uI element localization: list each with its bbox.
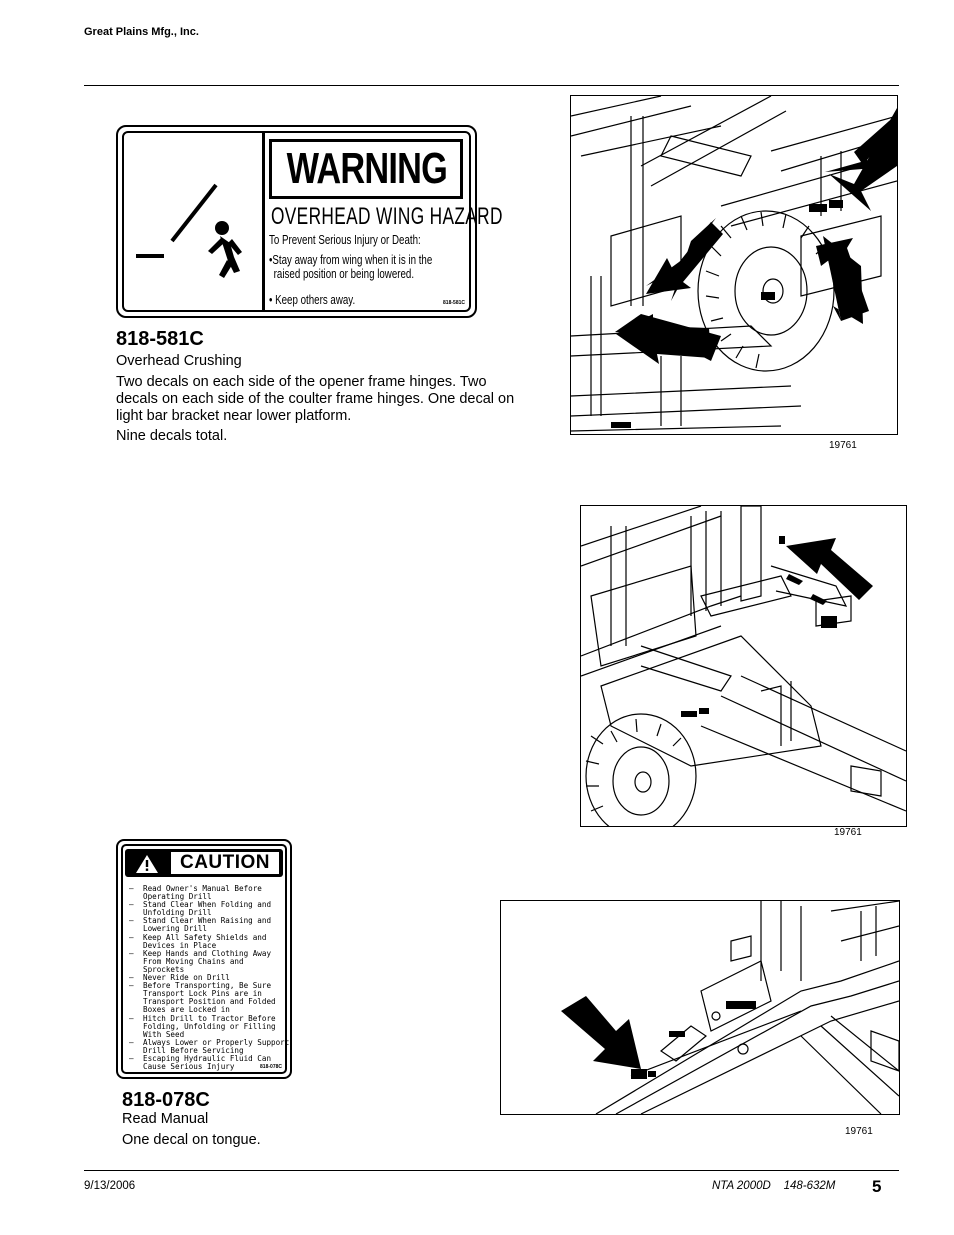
figure-number: 19761 bbox=[829, 440, 857, 451]
caution-item-text: With Seed bbox=[143, 1029, 185, 1039]
decal-title: Read Manual bbox=[122, 1111, 209, 1127]
caution-dash: — bbox=[129, 884, 134, 893]
caution-dash: — bbox=[129, 948, 134, 958]
caution-dash: — bbox=[129, 973, 134, 983]
caution-item-text: Keep Hands and Clothing Away bbox=[143, 948, 272, 958]
caution-word-box bbox=[171, 852, 279, 874]
decal-title: Overhead Crushing bbox=[116, 353, 242, 369]
footer-rule bbox=[84, 1170, 899, 1171]
caution-decal bbox=[116, 839, 292, 1079]
caution-item-text: Lowering Drill bbox=[143, 924, 208, 934]
caution-item-text: Never Ride on Drill bbox=[143, 973, 230, 983]
caution-item-text: Stand Clear When Folding and bbox=[143, 900, 272, 910]
caution-item-text: Before Transporting, Be Sure bbox=[143, 981, 272, 991]
warning-item: •Stay away from wing when it is in the bbox=[269, 253, 433, 267]
machine-drawing-1 bbox=[571, 96, 897, 434]
warning-body bbox=[269, 203, 503, 307]
caution-item-text: Transport Position and Folded bbox=[143, 997, 276, 1007]
caution-item-text: Hitch Drill to Tractor Before bbox=[143, 1013, 276, 1023]
caution-item-text: Sprockets bbox=[143, 964, 185, 974]
figure-lightbar-decal bbox=[580, 505, 907, 827]
figure-tongue-decal bbox=[500, 900, 900, 1115]
warning-item: raised position or being lowered. bbox=[273, 267, 415, 281]
caution-item-text: Cause Serious Injury bbox=[143, 1062, 235, 1072]
caution-item-text: Boxes are Locked in bbox=[143, 1005, 230, 1015]
caution-decal-inner bbox=[121, 844, 290, 1074]
caution-banner bbox=[125, 849, 283, 877]
warning-decal bbox=[116, 125, 503, 318]
decal-code: 818-581C bbox=[116, 328, 204, 350]
caution-dash: — bbox=[129, 900, 134, 910]
warning-decal-inner bbox=[122, 131, 503, 312]
caution-item-text: Unfolding Drill bbox=[143, 908, 212, 918]
alert-triangle-icon bbox=[135, 854, 159, 874]
caution-signal-word: CAUTION bbox=[179, 852, 271, 873]
machine-drawing-3 bbox=[501, 901, 899, 1114]
caution-dash: — bbox=[129, 1013, 134, 1023]
caution-item-text: Stand Clear When Raising and bbox=[143, 916, 272, 926]
caution-item-text: Read Owner's Manual Before bbox=[143, 884, 262, 893]
warning-hazard-title: OVERHEAD WING HAZARD bbox=[271, 203, 503, 230]
decal-code: 818-078C bbox=[122, 1089, 210, 1111]
caution-item-text: Transport Lock Pins are in bbox=[143, 989, 262, 999]
footer-document-number: NTA 2000D 148-632M bbox=[712, 1180, 836, 1192]
footer-date: 9/13/2006 bbox=[84, 1180, 136, 1192]
caution-item-text: Keep All Safety Shields and bbox=[143, 932, 267, 942]
header-rule bbox=[84, 85, 899, 86]
header-company-name: Great Plains Mfg., Inc. bbox=[84, 26, 199, 38]
figure-number: 19761 bbox=[834, 827, 862, 838]
warning-intro: To Prevent Serious Injury or Death: bbox=[269, 233, 421, 247]
caution-list bbox=[129, 884, 290, 1072]
figure-hinge-decals bbox=[570, 95, 898, 435]
caution-decal-number: 818-078C bbox=[260, 1064, 282, 1070]
warning-item: • Keep others away. bbox=[269, 293, 356, 307]
decal-description: One decal on tongue. bbox=[122, 1132, 261, 1148]
warning-banner bbox=[269, 139, 463, 199]
caution-dash: — bbox=[129, 1053, 134, 1063]
warning-decal-number: 818-581C bbox=[443, 300, 465, 306]
decal-description: Two decals on each side of the opener frame hinges. Two decals on each side of the coulter frame hinges. One decal on light bar bracket near lower platform. bbox=[116, 374, 515, 424]
figure-number: 19761 bbox=[845, 1126, 873, 1137]
caution-dash: — bbox=[129, 916, 134, 926]
caution-item-text: Devices in Place bbox=[143, 940, 217, 950]
page-number: 5 bbox=[872, 1177, 882, 1196]
decal-note: Nine decals total. bbox=[116, 428, 228, 444]
crushing-pictogram bbox=[124, 133, 265, 310]
caution-dash: — bbox=[129, 981, 134, 991]
warning-signal-word: WARNING bbox=[286, 144, 448, 193]
overhead-crushing-icon bbox=[124, 133, 262, 310]
caution-item-text: Folding, Unfolding or Filling bbox=[143, 1021, 276, 1031]
caution-item-text: Always Lower or Properly Support bbox=[143, 1037, 290, 1047]
caution-item-text: Escaping Hydraulic Fluid Can bbox=[143, 1053, 272, 1063]
caution-dash: — bbox=[129, 932, 134, 942]
caution-item-text: From Moving Chains and bbox=[143, 956, 244, 966]
caution-item-text: Operating Drill bbox=[143, 892, 212, 902]
machine-drawing-2 bbox=[581, 506, 906, 826]
caution-item-text: Drill Before Servicing bbox=[143, 1045, 244, 1055]
caution-dash: — bbox=[129, 1037, 134, 1047]
